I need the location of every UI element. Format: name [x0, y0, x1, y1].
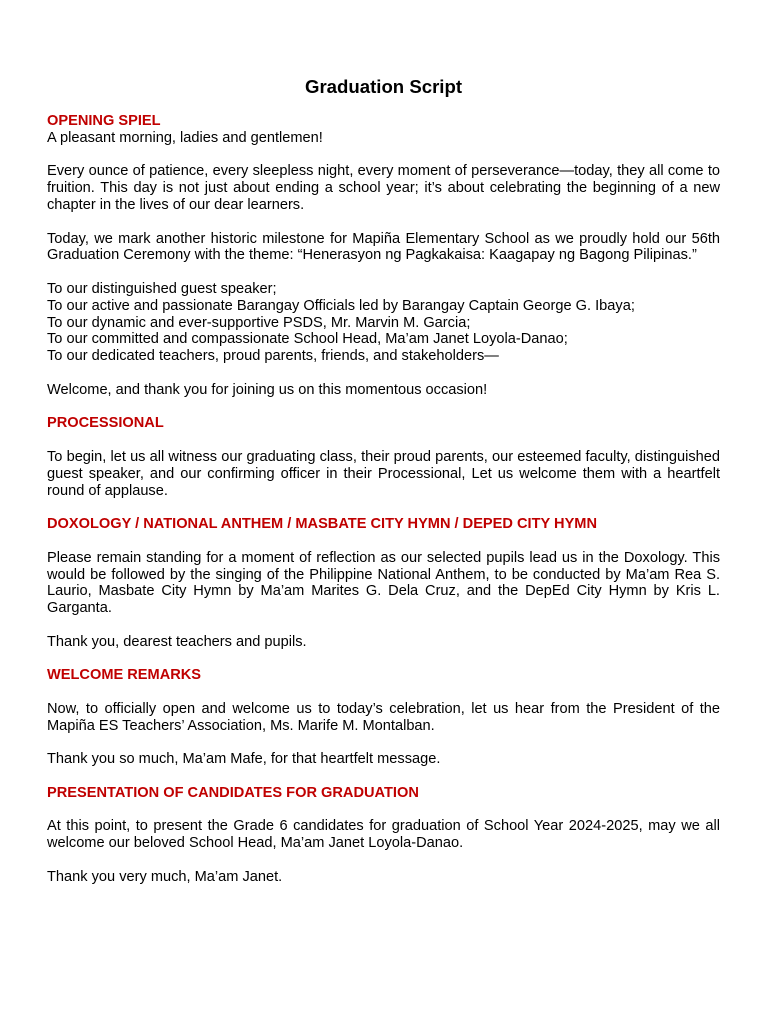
document-title: Graduation Script — [304, 76, 463, 97]
opening-paragraph-2: Today, we mark another historic milestone for Mapiña Elementary School as we proudly hold our 56th Graduation Ceremony with the theme: “Henerasyon ng Pagkakaisa: Kaagapay ng Bagong Pilipinas.” — [47, 230, 720, 264]
section-heading-doxology: DOXOLOGY / NATIONAL ANTHEM / MASBATE CITY HYMN / DEPED CITY HYMN — [47, 516, 598, 533]
doxology-paragraph: Please remain standing for a moment of reflection as our selected pupils lead us in the Doxology. This would be followed by the singing of the Philippine National Anthem, to be conducted by Ma’am Rea S. Laurio, Masbate City Hymn by Ma’am Marites G. Dela Cruz, and the DepEd City Hymn by Kris L. Garganta. — [47, 549, 720, 617]
doxology-thanks: Thank you, dearest teachers and pupils. — [47, 633, 307, 650]
section-heading-opening-spiel: OPENING SPIEL — [47, 113, 161, 129]
section-heading-processional: PROCESSIONAL — [47, 415, 164, 432]
presentation-thanks: Thank you very much, Ma’am Janet. — [47, 868, 283, 885]
acknowledgement-line: To our dedicated teachers, proud parents, friends, and stakeholders— — [47, 348, 499, 365]
welcome-text: Welcome, and thank you for joining us on this momentous occasion! — [47, 381, 488, 398]
acknowledgement-line: To our active and passionate Barangay Officials led by Barangay Captain George G. Ibaya; — [47, 297, 635, 314]
greeting-text: A pleasant morning, ladies and gentlemen! — [47, 129, 323, 146]
processional-paragraph: To begin, let us all witness our graduating class, their proud parents, our esteemed faculty, distinguished guest speaker, and our confirming officer in their Processional, Let us welcome them with a heartfelt round of applause. — [47, 448, 720, 499]
section-heading-presentation: PRESENTATION OF CANDIDATES FOR GRADUATION — [47, 784, 419, 801]
acknowledgement-line: To our committed and compassionate School Head, Ma’am Janet Loyola-Danao; — [47, 331, 568, 348]
section-heading-welcome-remarks: WELCOME REMARKS — [47, 667, 202, 684]
welcome-remarks-paragraph: Now, to officially open and welcome us to today’s celebration, let us hear from the President of the Mapiña ES Teachers’ Association, Ms. Marife M. Montalban. — [47, 700, 720, 734]
opening-paragraph-1: Every ounce of patience, every sleepless night, every moment of perseverance—today, they all come to fruition. This day is not just about ending a school year; it’s about celebrating the beginning of a new chapter in the lives of our dear learners. — [47, 163, 720, 213]
presentation-paragraph: At this point, to present the Grade 6 candidates for graduation of School Year 2024-2025, may we all welcome our beloved School Head, Ma’am Janet Loyola-Danao. — [47, 818, 720, 852]
acknowledgement-line: To our distinguished guest speaker; — [47, 280, 277, 297]
acknowledgement-line: To our dynamic and ever-supportive PSDS, Mr. Marvin M. Garcia; — [47, 314, 471, 331]
document-page — [47, 76, 720, 886]
acknowledgement-list — [47, 281, 720, 365]
welcome-remarks-thanks: Thank you so much, Ma’am Mafe, for that heartfelt message. — [47, 751, 441, 768]
